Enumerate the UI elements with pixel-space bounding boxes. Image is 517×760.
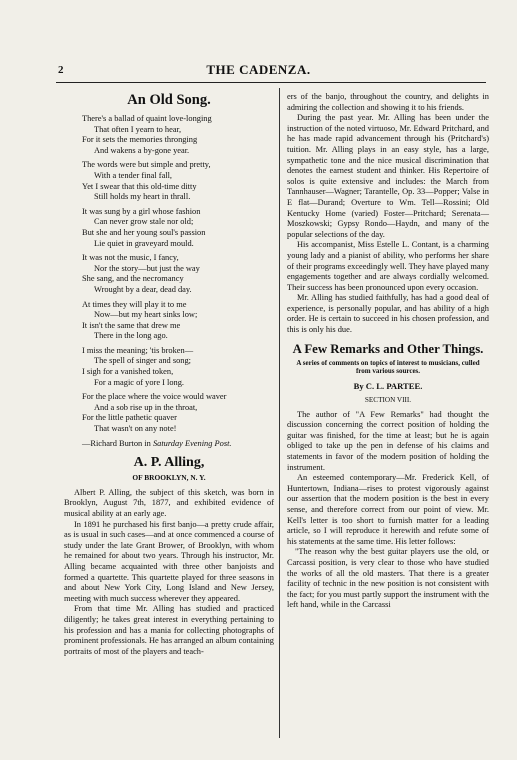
poem-line: It was not the music, I fancy, — [82, 253, 179, 263]
header-rule — [56, 82, 486, 83]
poem-line: Now—but my heart sinks low; — [94, 310, 198, 320]
poem-line: For the little pathetic quaver — [82, 413, 177, 423]
column-divider — [279, 88, 280, 738]
poem-title: An Old Song. — [127, 92, 211, 108]
remarks-paragraph: The author of "A Few Remarks" had thought the discussion concerning the correct position of holding the guitar was finished, for the time at least; but he is again obliged to take up the pen in defense of his claims and statements in favor of the modern position of holding the instrument. — [287, 409, 489, 472]
poem-stanza — [64, 114, 274, 156]
article-title: A. P. Alling, — [133, 455, 205, 471]
article-continuation: ers of the banjo, throughout the country, and delights in admiring the collection and showing it to his friends. — [287, 92, 489, 112]
article-paragraph: Mr. Alling has studied faithfully, has had a good deal of experience, is personally popular, and has ability of a high order. He is certain to succeed in his chosen profession, and this is only his due. — [287, 293, 489, 335]
article-paragraph: In 1891 he purchased his first banjo—a pretty crude affair, as is usual in such cases—and at once commenced a course of study under the late Grant Brower, of Brooklyn, with whom he remained for about two years. Through his instructor, Mr. Alling became acquainted with three other banjoists and formed a quartette. This quartette played for three seasons in and about New York City, Long Island and New Jersey, meeting with much success wherever they appeared. — [64, 519, 274, 603]
remarks-byline: By C. L. PARTEE. — [353, 381, 423, 392]
poem-line: Nor the story—but just the way — [94, 263, 200, 273]
article-subtitle: OF BROOKLYN, N. Y. — [132, 473, 206, 483]
poem-line: The spell of singer and song; — [94, 356, 191, 366]
poem-line: That often I yearn to hear, — [94, 124, 182, 134]
poem-line: For it sets the memories thronging — [82, 135, 198, 145]
poem-line: With a tender final fall, — [94, 170, 173, 180]
poem-line: At times they will play it to me — [82, 299, 187, 309]
article-paragraph: During the past year. Mr. Alling has been under the instruction of the noted virtuoso, Mr. Edward Pritchard, and he has made rapid advancement through his (Pritchard's) tuition. Mr. Alling plays in an easy style, has a large, sympathetic tone and the nice musical discrimination that denotes the earnest student and thinker. His Repertoire of solos is quite extensive and includes: the March from Tannhauser—Wagner; Tarantelle, Op. 33—Popper; Valse in E flat—Durand; Overture to Wm. Tell—Rossini; Old Kentucky Home (varied) Foster—Pritchard; Serenata—Moszkowski; Gypsy Rondo—Haydn, and many of the popular selections of the day. — [287, 113, 489, 239]
poem-attribution — [64, 439, 274, 450]
poem-line: But she and her young soul's passion — [82, 227, 206, 237]
poem-line: Wrought by a dear, dead day. — [94, 284, 192, 294]
article-paragraph: Albert P. Alling, the subject of this sketch, was born in Brooklyn, August 7th, 1877, and exhibited evidence of musical ability at an early age. — [64, 487, 274, 518]
poem-line: Can never grow stale nor old; — [94, 217, 194, 227]
remarks-description: A series of comments on topics of interest to musicians, culled from various sources. — [296, 358, 480, 376]
masthead-title: THE CADENZA. — [206, 62, 311, 77]
poem-stanza — [64, 253, 274, 295]
right-column — [287, 92, 489, 611]
poem-stanza — [64, 207, 274, 249]
poem-line: There's a ballad of quaint love-longing — [82, 114, 212, 123]
poem-stanza — [64, 300, 274, 342]
poem-line: For a magic of yore I long. — [94, 377, 185, 387]
poem-line: It isn't the same that drew me — [82, 320, 181, 330]
remarks-section: SECTION VIII. — [364, 396, 412, 405]
left-column — [64, 92, 274, 657]
poem-stanza — [64, 346, 274, 388]
poem-line: Yet I swear that this old-time ditty — [82, 181, 197, 191]
page-number: 2 — [58, 64, 64, 76]
poem-line: And wakens a by-gone year. — [94, 145, 190, 155]
poem-line: There in the long ago. — [94, 331, 168, 341]
poem-line: And a sob rise up in the throat, — [94, 402, 198, 412]
poem-line: She sang, and the necromancy — [82, 274, 184, 284]
poem-line: For the place where the voice would waver — [82, 392, 227, 402]
poem-line: I miss the meaning; 'tis broken— — [82, 345, 194, 355]
poem-line: I sigh for a vanished token, — [82, 367, 174, 377]
poem-line: The words were but simple and pretty, — [82, 160, 211, 170]
poem-stanza — [64, 392, 274, 434]
remarks-quote: "The reason why the best guitar players use the old, or Carcassi position, is very clear to those who have studied the works of all the old masters. That there is a greater facility of technic in the new position is not consistent with the fact; for you must partly support the instrument with the left hand, while in the Carcassi — [287, 547, 489, 610]
poem-line: It was sung by a girl whose fashion — [82, 206, 201, 216]
page-header — [0, 64, 517, 78]
attribution-author: —Richard Burton in — [82, 438, 153, 448]
article-paragraph: His accompanist, Miss Estelle L. Contant, is a charming young lady and a pianist of ability, who performs her share of their programs exceedingly well. They have played many engagements together and are always cordially welcomed. Their success has been pronounced upon every occasion. — [287, 240, 489, 292]
remarks-paragraph: An esteemed contemporary—Mr. Frederick Kell, of Huntertown, Indiana—rises to protest vigorously against our assertion that the modern position is the best in every sense, and therefore correct from our point of view. Mr. Kell's letter is too short to furnish matter for a leading article, so I will reproduce it herewith and refute some of his statements at the same time. His letter follows: — [287, 473, 489, 546]
poem-body — [64, 114, 274, 435]
poem-line: That wasn't on any note! — [94, 424, 177, 434]
attribution-source: Saturday Evening Post. — [152, 438, 232, 448]
remarks-title: A Few Remarks and Other Things. — [292, 341, 484, 356]
poem-line: Still holds my heart in thrall. — [94, 192, 191, 202]
poem-stanza — [64, 160, 274, 202]
article-paragraph: From that time Mr. Alling has studied and practiced diligently; he takes great interest in everything pertaining to his profession and has a mania for collecting photographs of prominent professionals. He has arranged an album containing portraits of most of the players and teach- — [64, 604, 274, 656]
poem-line: Lie quiet in graveyard mould. — [94, 238, 194, 248]
